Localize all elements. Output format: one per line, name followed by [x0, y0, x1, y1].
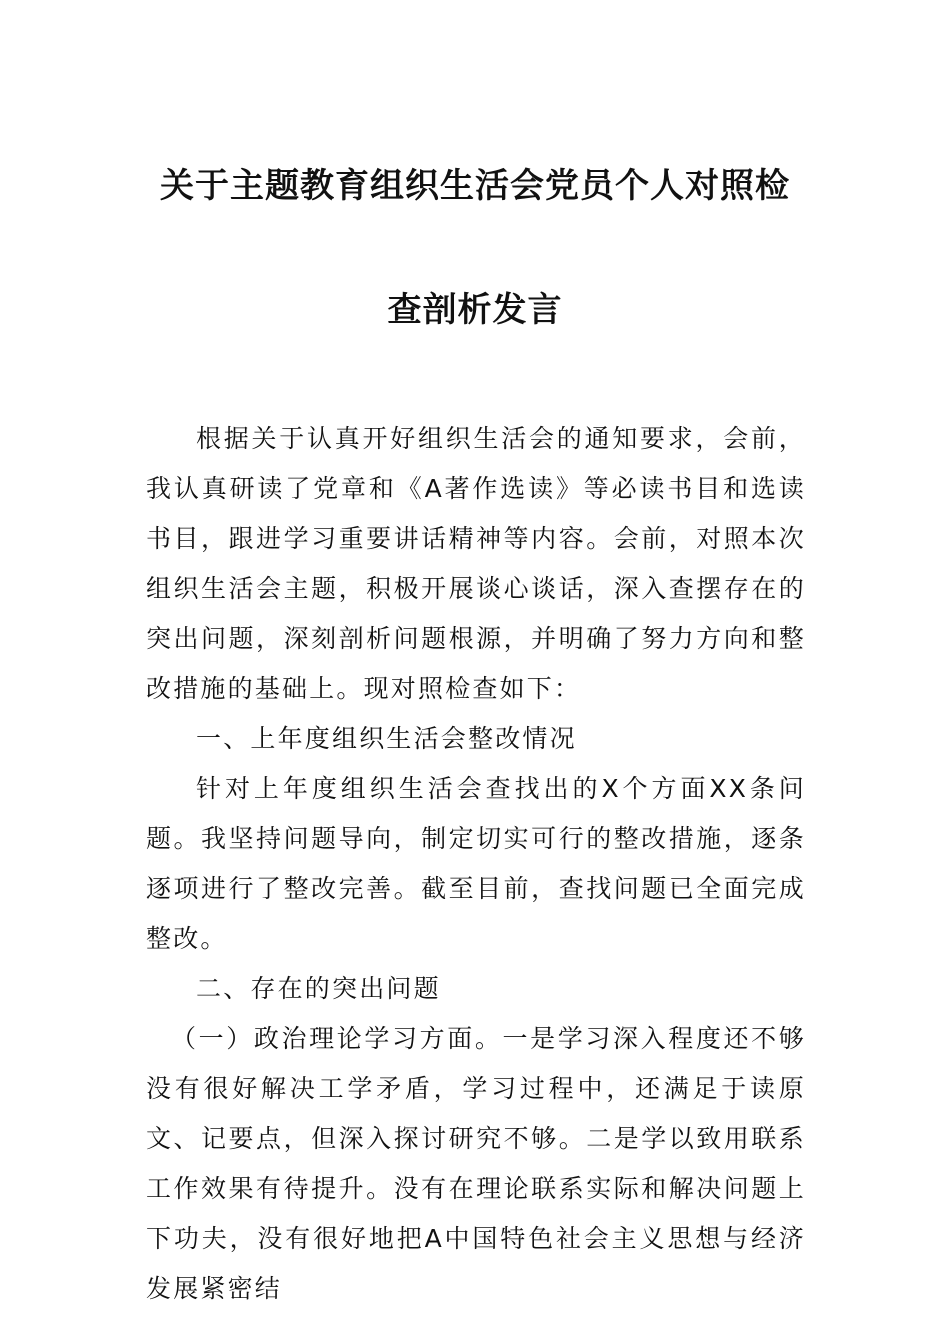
- section-heading-1: 一、上年度组织生活会整改情况: [196, 724, 577, 753]
- section-heading-2: 二、存在的突出问题: [196, 974, 441, 1003]
- paragraph-political-theory: （一）政治理论学习方面。一是学习深入程度还不够没有很好解决工学矛盾，学习过程中，还满足于读原文、记要点，但深入探讨研究不够。二是学以致用联系工作效果有待提升。没有在理论联系实际和解决问题上下功夫，没有很好地把A中国特色社会主义思想与经济发展紧密结: [146, 1024, 806, 1303]
- paragraph-rectification: 针对上年度组织生活会查找出的X个方面XX条问题。我坚持问题导向，制定切实可行的整改措施，逐条逐项进行了整改完善。截至目前，查找问题已全面完成整改。: [146, 774, 806, 953]
- paragraph-intro: 根据关于认真开好组织生活会的通知要求，会前，我认真研读了党章和《A著作选读》等必读书目和选读书目，跟进学习重要讲话精神等内容。会前，对照本次组织生活会主题，积极开展谈心谈话，深入查摆存在的突出问题，深刻剖析问题根源，并明确了努力方向和整改措施的基础上。现对照检查如下：: [146, 424, 806, 703]
- document-body: [146, 414, 806, 1314]
- document-title-line-1: 关于主题教育组织生活会党员个人对照检: [160, 166, 790, 206]
- document-title-line-2: 查剖析发言: [387, 290, 563, 330]
